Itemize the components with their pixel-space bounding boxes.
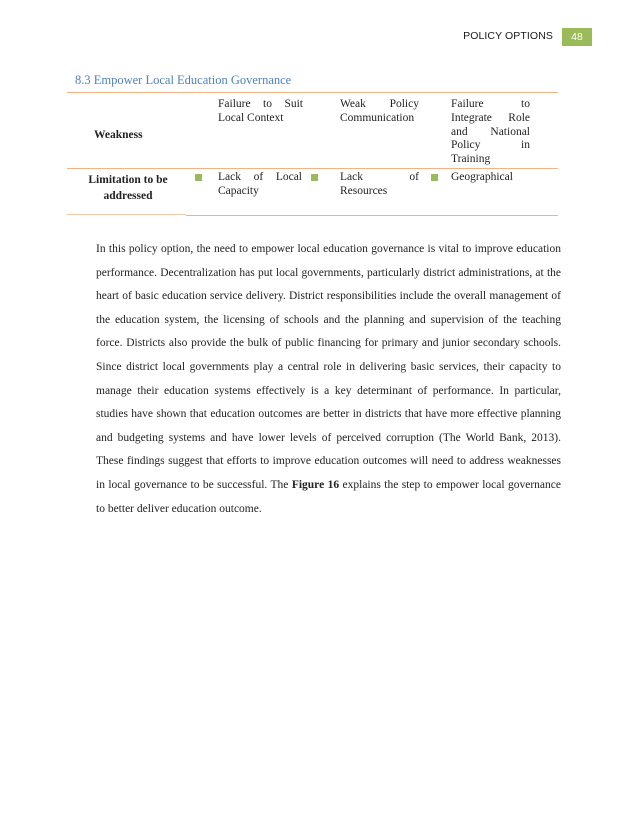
table-bottom-rule-right: [186, 215, 558, 216]
running-header-title: POLICY OPTIONS: [463, 30, 553, 42]
row-label-limitation: [68, 172, 188, 204]
table-top-rule: [67, 92, 558, 93]
row-label-weakness: Weakness: [94, 129, 143, 141]
cell-line: Resources: [340, 184, 388, 197]
paragraph-text: In this policy option, the need to empower local education governance is vital to improve education performance. Decentralization has put local governments, particularly district administrations, at the heart of basic education service delivery. District responsibilities include the overall management of the education system, the licensing of schools and the planning and supervision of the teaching force. Districts also provide the bulk of public financing for primary and junior secondary schools. Since district local governments play a central role in delivering basic services, their capacity to manage their education systems effectively is a key determinant of performance. In particular, studies have shown that education outcomes are better in districts that have more effective planning and budgeting systems and have lower levels of perceived corruption (The World Bank, 2013). These findings suggest that efforts to improve education outcomes will need to address weaknesses in local governance to be successful. The: [96, 243, 561, 491]
cell-line: Failure to: [451, 98, 530, 110]
square-bullet-icon: [195, 174, 202, 181]
cell-line: Geographical: [451, 171, 513, 183]
cell-line: Lack of: [340, 171, 419, 183]
limitation-cell-1: [218, 171, 302, 199]
body-paragraph: [96, 238, 561, 521]
square-bullet-icon: [431, 174, 438, 181]
cell-line: Capacity: [218, 184, 259, 197]
cell-line: Policy in: [451, 139, 530, 152]
limitation-cell-2: [340, 171, 419, 199]
label-line: Limitation to be: [88, 174, 168, 186]
cell-line: Lack of Local: [218, 171, 302, 183]
table-middle-rule: [67, 168, 558, 169]
figure-reference: Figure 16: [291, 478, 340, 491]
table-bottom-rule-left: [67, 214, 186, 215]
weakness-cell-3: [451, 98, 530, 167]
cell-line: Local Context: [218, 111, 284, 124]
weakness-cell-1: [218, 98, 303, 126]
section-heading: 8.3 Empower Local Education Governance: [75, 73, 292, 87]
limitation-cell-3: [451, 171, 541, 185]
cell-line: Integrate Role: [451, 111, 530, 124]
cell-line: and National: [451, 125, 530, 138]
square-bullet-icon: [311, 174, 318, 181]
paragraph-text-end: explains the step to empower local governance to better deliver education outcome.: [96, 478, 561, 515]
page-number-badge: 48: [562, 28, 592, 46]
cell-line: Training: [451, 153, 491, 166]
label-line: addressed: [103, 190, 153, 202]
cell-line: Weak Policy: [340, 98, 419, 110]
cell-line: Communication: [340, 111, 415, 124]
cell-line: Failure to Suit: [218, 98, 303, 110]
weakness-cell-2: [340, 98, 419, 126]
